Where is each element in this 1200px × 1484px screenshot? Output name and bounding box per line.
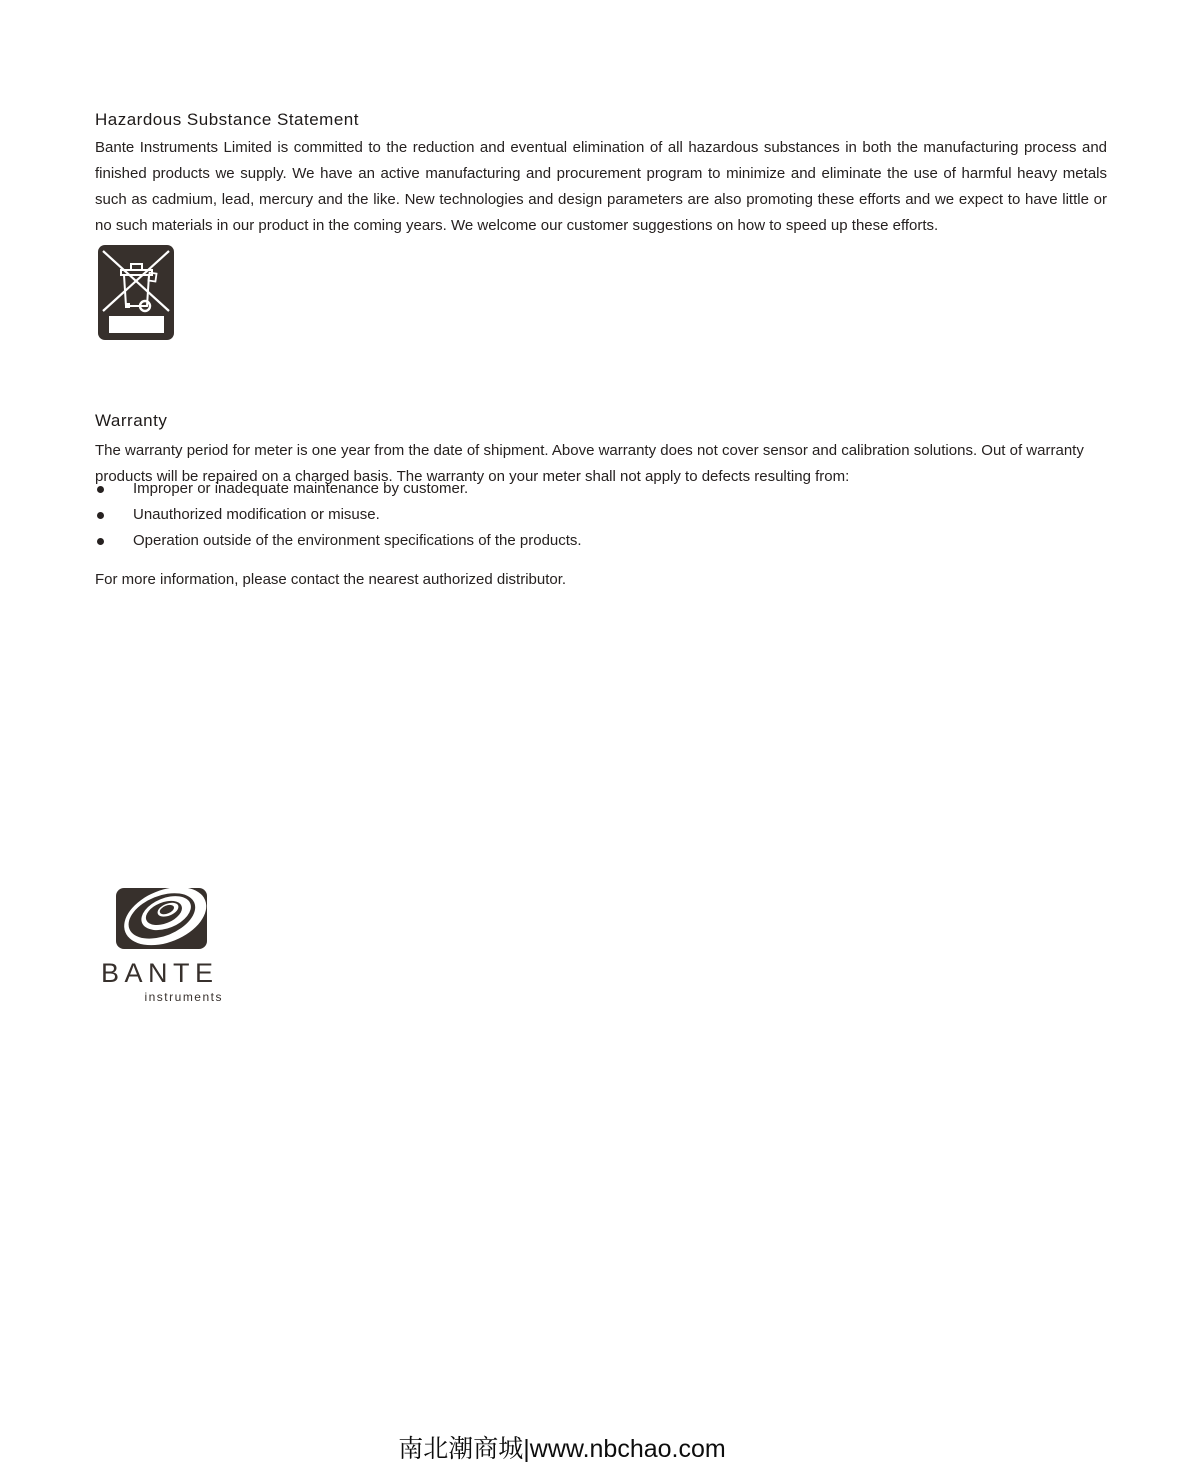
- list-item-text: Operation outside of the environment specifications of the products.: [133, 532, 582, 549]
- warranty-section-heading: Warranty: [95, 411, 168, 431]
- bante-logo-subtitle: instruments: [144, 990, 223, 1004]
- weee-crossed-out-wheelie-bin-icon: [98, 245, 174, 340]
- watermark-footer: 南北潮商城|www.nbchao.com: [398, 1435, 726, 1463]
- bante-logo-swirl-icon: [116, 888, 207, 949]
- warranty-exclusions-list: [95, 476, 1107, 554]
- warranty-intro-paragraph: The warranty period for meter is one year from the date of shipment. Above warranty does not cover sensor and calibration solutions. Out of warranty products will be repaired on a charged basis. The warranty on your meter shall not apply to defects resulting from:: [95, 442, 1084, 485]
- weee-icon: [98, 245, 174, 340]
- list-item: [95, 528, 1107, 554]
- list-item: [95, 476, 1107, 502]
- bullet-icon: [97, 538, 104, 545]
- list-item-text: Unauthorized modification or misuse.: [133, 506, 380, 523]
- bullet-icon: [97, 512, 104, 519]
- hazard-section-paragraph: Bante Instruments Limited is committed to the reduction and eventual elimination of all hazardous substances in both the manufacturing process and finished products we supply. We have an active manufacturing and procurement program to minimize and eliminate the use of harmful heavy metals such as cadmium, lead, mercury and the like. New technologies and design parameters are also promoting these efforts and we expect to have little or no such materials in our product in the coming years. We welcome our customer suggestions on how to speed up these efforts.: [95, 139, 1107, 234]
- bullet-icon: [97, 486, 104, 493]
- hazard-section-heading: Hazardous Substance Statement: [95, 110, 359, 130]
- bante-logo: [101, 888, 225, 1004]
- bante-logo-wordmark: BANTE: [101, 958, 219, 988]
- warranty-contact-line: For more information, please contact the nearest authorized distributor.: [95, 571, 567, 588]
- list-item: [95, 502, 1107, 528]
- list-item-text: Improper or inadequate maintenance by customer.: [133, 480, 469, 497]
